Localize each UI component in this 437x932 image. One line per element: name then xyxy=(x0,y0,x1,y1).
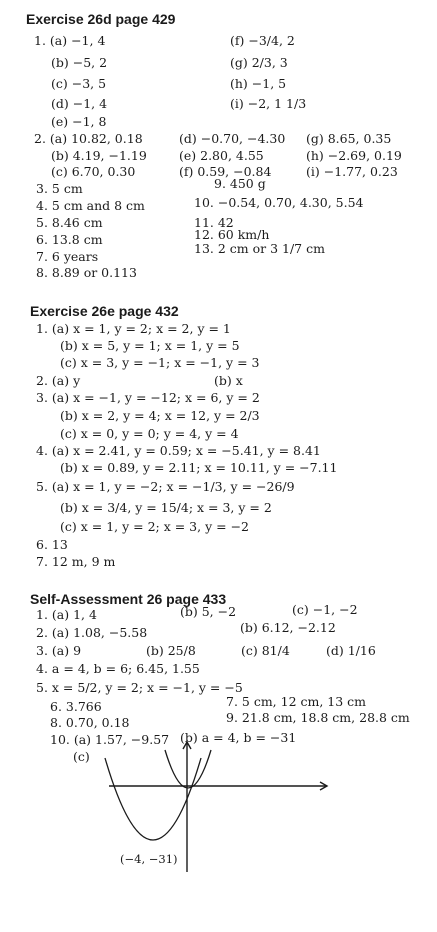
ex26d-2b: (b) 4.19, −1.19 xyxy=(51,148,147,163)
ex26e-1b: (b) x = 5, y = 1; x = 1, y = 5 xyxy=(60,338,240,353)
sa26-10c-label: (c) xyxy=(73,749,90,764)
ex26d-q8: 8. 8.89 or 0.113 xyxy=(36,265,137,280)
sa26-3b: (b) 25/8 xyxy=(146,643,196,658)
ex26d-1g: (g) 2/3, 3 xyxy=(230,55,288,70)
sa26-1b: (b) 5, −2 xyxy=(180,604,237,619)
ex26e-2a: 2. (a) y xyxy=(36,373,81,388)
ex26d-q3: 3. 5 cm xyxy=(36,181,83,196)
ex26e-5a: 5. (a) x = 1, y = −2; x = −1/3, y = −26/9 xyxy=(36,479,295,494)
ex26e-3c: (c) x = 0, y = 0; y = 4, y = 4 xyxy=(60,426,239,441)
ex26d-2f: (f) 0.59, −0.84 xyxy=(179,164,272,179)
ex26d-q11: 11. 42 xyxy=(194,215,234,230)
ex26d-q13: 13. 2 cm or 3 1/7 cm xyxy=(194,241,325,256)
sa26-2a: 2. (a) 1.08, −5.58 xyxy=(36,625,148,640)
sa26-3d: (d) 1/16 xyxy=(326,643,376,658)
ex26d-2c: (c) 6.70, 0.30 xyxy=(51,164,136,179)
ex26d-1f: (f) −3/4, 2 xyxy=(230,33,295,48)
ex26d-1i: (i) −2, 1 1/3 xyxy=(230,96,307,111)
ex26d-2h: (h) −2.69, 0.19 xyxy=(306,148,402,163)
ex26d-2i: (i) −1.77, 0.23 xyxy=(306,164,398,179)
ex26d-1b: (b) −5, 2 xyxy=(51,55,108,70)
sa26-5: 5. x = 5/2, y = 2; x = −1, y = −5 xyxy=(36,680,243,695)
ex26d-q12: 12. 60 km/h xyxy=(194,227,270,242)
ex26d-2d: (d) −0.70, −4.30 xyxy=(179,131,286,146)
sa26-1a: 1. (a) 1, 4 xyxy=(36,607,97,622)
exercise-26e-heading: Exercise 26e page 432 xyxy=(30,303,179,319)
ex26e-2b: (b) x xyxy=(214,373,243,388)
self-assessment-26-heading: Self-Assessment 26 page 433 xyxy=(30,591,227,607)
ex26e-3b: (b) x = 2, y = 4; x = 12, y = 2/3 xyxy=(60,408,260,423)
sa26-3c: (c) 81/4 xyxy=(241,643,290,658)
ex26d-q10: 10. −0.54, 0.70, 4.30, 5.54 xyxy=(194,195,364,210)
ex26d-2a: 2. (a) 10.82, 0.18 xyxy=(34,131,143,146)
sa26-7: 7. 5 cm, 12 cm, 13 cm xyxy=(226,694,367,709)
sa26-8: 8. 0.70, 0.18 xyxy=(50,715,130,730)
ex26e-6: 6. 13 xyxy=(36,537,68,552)
ex26d-1e: (e) −1, 8 xyxy=(51,114,107,129)
ex26e-3a: 3. (a) x = −1, y = −12; x = 6, y = 2 xyxy=(36,390,260,405)
ex26e-4b: (b) x = 0.89, y = 2.11; x = 10.11, y = −7.11 xyxy=(60,460,338,475)
ex26e-1a: 1. (a) x = 1, y = 2; x = 2, y = 1 xyxy=(36,321,231,336)
ex26d-1a: 1. (a) −1, 4 xyxy=(34,33,106,48)
sa26-10b: (b) a = 4, b = −31 xyxy=(180,730,297,745)
sa26-4: 4. a = 4, b = 6; 6.45, 1.55 xyxy=(36,661,200,676)
ex26e-7: 7. 12 m, 9 m xyxy=(36,554,116,569)
sa26-9: 9. 21.8 cm, 18.8 cm, 28.8 cm xyxy=(226,710,410,725)
ex26d-q4: 4. 5 cm and 8 cm xyxy=(36,198,145,213)
ex26d-q9: 9. 450 g xyxy=(214,176,266,191)
second-curve xyxy=(165,750,211,788)
ex26d-1c: (c) −3, 5 xyxy=(51,76,107,91)
ex26d-1d: (d) −1, 4 xyxy=(51,96,108,111)
ex26e-5b: (b) x = 3/4, y = 15/4; x = 3, y = 2 xyxy=(60,500,272,515)
exercise-26d-heading: Exercise 26d page 429 xyxy=(26,11,176,27)
ex26d-q7: 7. 6 years xyxy=(36,249,99,264)
sa26-1c: (c) −1, −2 xyxy=(292,602,358,617)
vertex-label: (−4, −31) xyxy=(120,852,178,866)
sa26-2b: (b) 6.12, −2.12 xyxy=(240,620,336,635)
ex26e-5c: (c) x = 1, y = 2; x = 3, y = −2 xyxy=(60,519,249,534)
ex26d-1h: (h) −1, 5 xyxy=(230,76,287,91)
sa26-3a: 3. (a) 9 xyxy=(36,643,82,658)
ex26d-q6: 6. 13.8 cm xyxy=(36,232,103,247)
ex26d-2e: (e) 2.80, 4.55 xyxy=(179,148,264,163)
ex26e-1c: (c) x = 3, y = −1; x = −1, y = 3 xyxy=(60,355,260,370)
sa26-10a: 10. (a) 1.57, −9.57 xyxy=(50,732,170,747)
ex26d-q5: 5. 8.46 cm xyxy=(36,215,103,230)
ex26e-4a: 4. (a) x = 2.41, y = 0.59; x = −5.41, y = 8.41 xyxy=(36,443,321,458)
sa26-6: 6. 3.766 xyxy=(50,699,102,714)
ex26d-2g: (g) 8.65, 0.35 xyxy=(306,131,392,146)
